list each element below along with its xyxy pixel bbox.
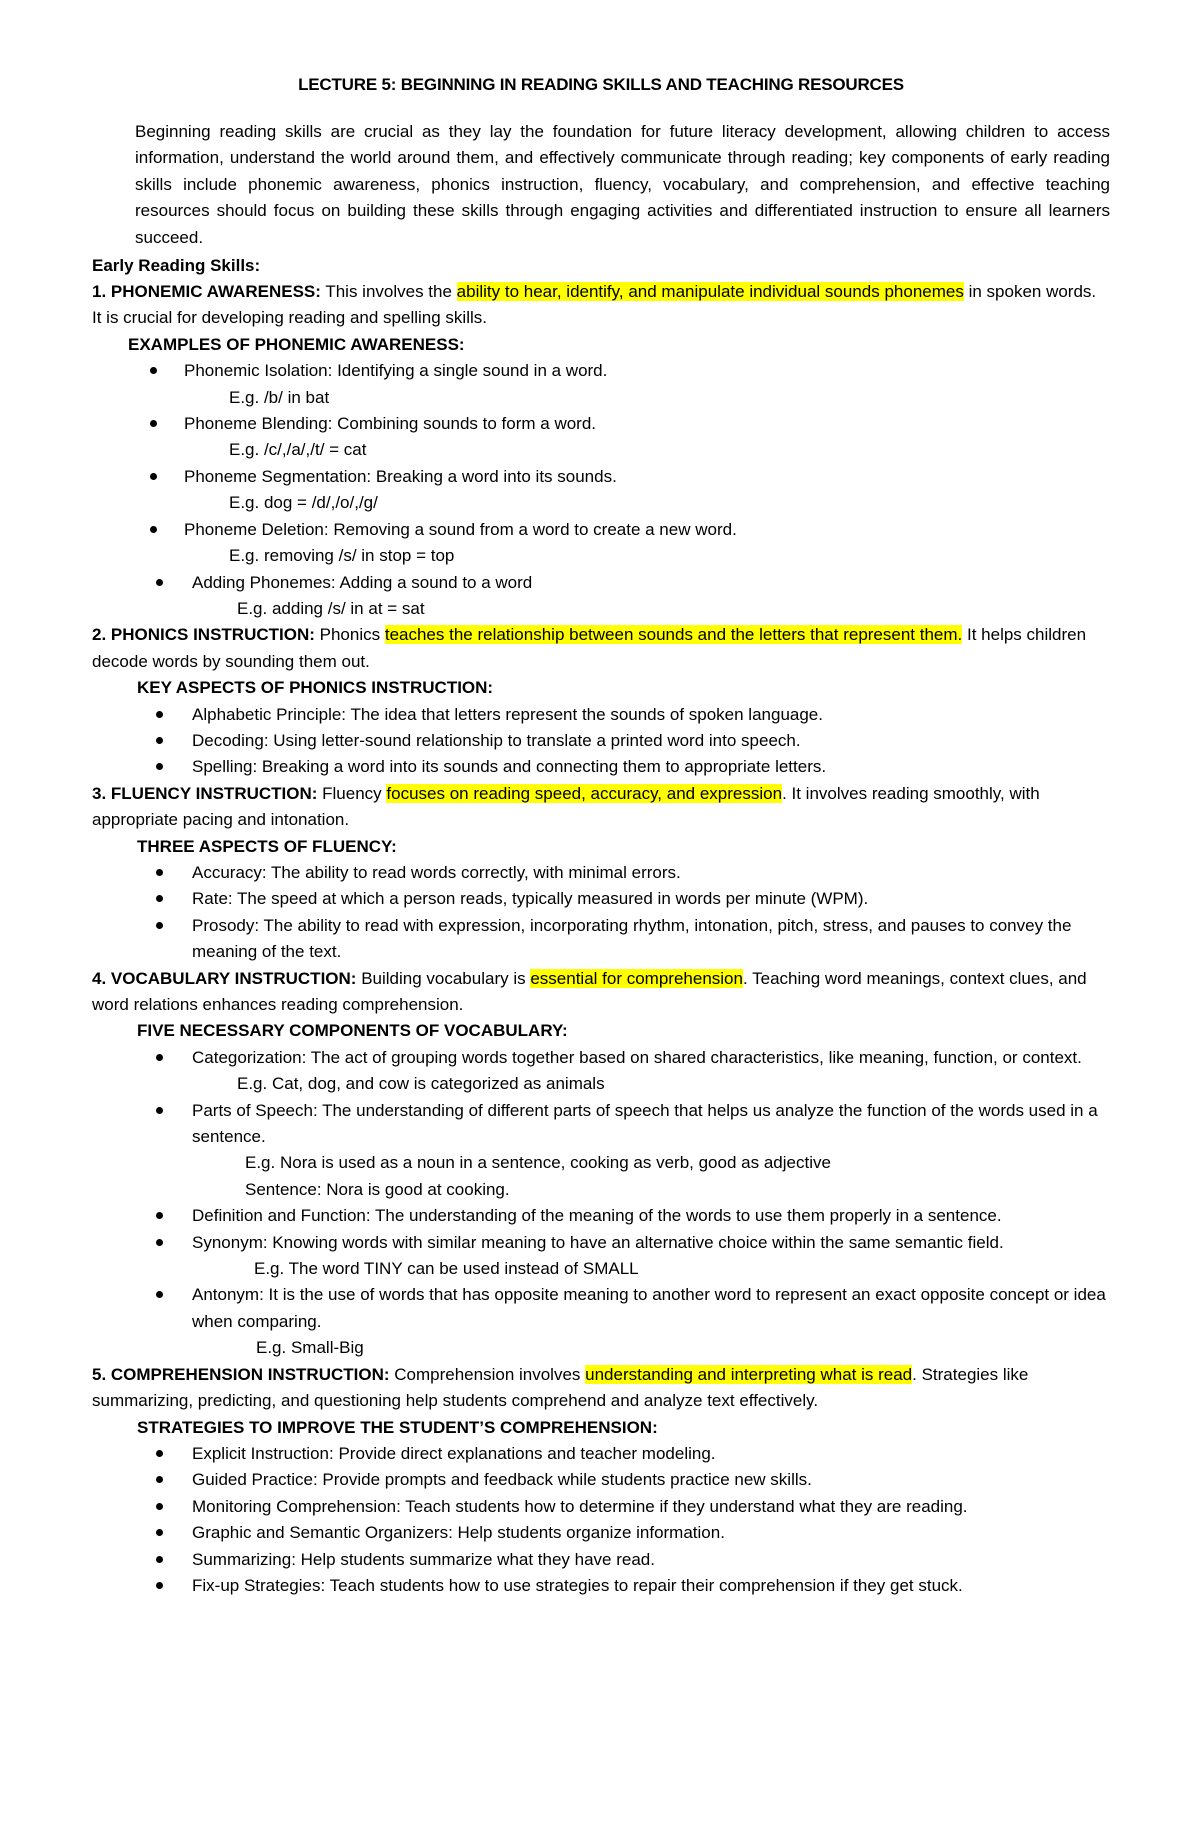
bullet-list — [92, 358, 1110, 384]
list-item — [92, 1230, 1110, 1256]
section-text: . Strategies like summarizing, predicting, and questioning help students comprehend and analyze text effectively. — [92, 1364, 1029, 1411]
list-item — [92, 1573, 1110, 1599]
bullet-icon — [156, 1450, 163, 1457]
section-heading: 4. VOCABULARY INSTRUCTION: — [92, 968, 357, 988]
intro-paragraph: Beginning reading skills are crucial as they lay the foundation for future literacy development, allowing children to access information, understand the world around them, and effectively communicate through reading; key components of early reading skills include phonemic awareness, phonics instruction, fluency, vocabulary, and comprehension, and effective teaching resources should focus on building these skills through engaging activities and differentiated instruction to ensure all learners succeed. — [135, 122, 1110, 247]
list-item — [92, 1520, 1110, 1546]
section-text: Fluency — [317, 783, 387, 803]
example-line: E.g. Nora is used as a noun in a sentence, cooking as verb, good as adjective — [245, 1153, 831, 1173]
highlighted-text: teaches the relationship between sounds and the letters that represent them. — [384, 625, 963, 645]
item-label: Phoneme Deletion: Removing a sound from a word to create a new word. — [184, 519, 737, 539]
list-item — [92, 886, 1110, 912]
example-line: E.g. adding /s/ in at = sat — [237, 598, 425, 618]
item-label: Fix-up Strategies: Teach students how to use strategies to repair their comprehension if they get stuck. — [192, 1575, 963, 1595]
item-label: Categorization: The act of grouping words together based on shared characteristics, like meaning, function, or context. — [192, 1047, 1082, 1067]
item-label: Adding Phonemes: Adding a sound to a word — [192, 572, 533, 592]
list-item — [92, 1441, 1110, 1467]
section-vocabulary-instruction — [92, 966, 1110, 1019]
item-label: Antonym: It is the use of words that has opposite meaning to another word to represent an exact opposite concept or idea when comparing. — [192, 1285, 1106, 1331]
item-label: Decoding: Using letter-sound relationship to translate a printed word into speech. — [192, 730, 801, 750]
section-text: Building vocabulary is — [356, 968, 531, 988]
bullet-icon — [156, 1556, 163, 1563]
item-label: Accuracy: The ability to read words correctly, with minimal errors. — [192, 862, 681, 882]
example-line: E.g. dog = /d/,/o/,/g/ — [229, 493, 378, 513]
bullet-icon — [156, 1529, 163, 1536]
list-item — [92, 570, 1110, 596]
item-label: Guided Practice: Provide prompts and feedback while students practice new skills. — [192, 1470, 812, 1490]
bullet-list — [92, 1282, 1110, 1335]
list-item — [92, 728, 1110, 754]
item-label: Prosody: The ability to read with expression, incorporating rhythm, intonation, pitch, stress, and pauses to convey the meaning of the text. — [192, 915, 1072, 962]
list-item — [92, 1494, 1110, 1520]
list-item — [92, 1203, 1110, 1229]
bullet-icon — [156, 922, 163, 929]
bullet-icon — [156, 1239, 163, 1246]
item-label: Explicit Instruction: Provide direct explanations and teacher modeling. — [192, 1443, 716, 1463]
bullet-list — [92, 517, 1110, 543]
item-label: Rate: The speed at which a person reads, typically measured in words per minute (WPM). — [192, 889, 869, 909]
section-text: It helps children decode words by sounding them out. — [92, 625, 1087, 671]
list-item — [92, 1282, 1110, 1335]
list-item — [92, 1098, 1110, 1151]
bullet-icon — [156, 895, 163, 902]
bullet-list — [92, 1098, 1110, 1151]
item-label: Synonym: Knowing words with similar meaning to have an alternative choice within the same semantic field. — [192, 1232, 1004, 1252]
bullet-icon — [156, 711, 163, 718]
bullet-icon — [150, 367, 157, 374]
bullet-icon — [156, 763, 163, 770]
section-comprehension-instruction — [92, 1362, 1110, 1415]
bullet-icon — [150, 420, 157, 427]
example-line: E.g. /c/,/a/,/t/ = cat — [229, 440, 367, 460]
list-item — [92, 860, 1110, 886]
list-item — [92, 517, 1110, 543]
early-reading-heading: Early Reading Skills: — [92, 256, 261, 276]
highlighted-text: focuses on reading speed, accuracy, and expression — [386, 783, 783, 803]
item-label: Alphabetic Principle: The idea that letters represent the sounds of spoken language. — [192, 704, 823, 724]
section-heading: 2. PHONICS INSTRUCTION: — [92, 625, 315, 645]
bullet-icon — [156, 1107, 163, 1114]
section-text: This involves the — [320, 282, 457, 302]
subheading: STRATEGIES TO IMPROVE THE STUDENT’S COMPREHENSION: — [137, 1417, 658, 1437]
bullet-icon — [150, 526, 157, 533]
list-item — [92, 702, 1110, 728]
section-text: Phonics — [314, 625, 385, 645]
section-text: Comprehension involves — [389, 1364, 586, 1384]
item-label: Phoneme Segmentation: Breaking a word into its sounds. — [184, 466, 617, 486]
list-item — [92, 464, 1110, 490]
bullet-icon — [156, 1476, 163, 1483]
bullet-list — [92, 860, 1110, 966]
item-label: Phonemic Isolation: Identifying a single sound in a word. — [184, 361, 608, 381]
item-label: Graphic and Semantic Organizers: Help students organize information. — [192, 1523, 725, 1543]
highlighted-text: understanding and interpreting what is read — [585, 1364, 913, 1384]
bullet-icon — [156, 737, 163, 744]
list-item — [92, 358, 1110, 384]
bullet-list — [92, 464, 1110, 490]
list-item — [92, 411, 1110, 437]
section-fluency-instruction — [92, 781, 1110, 834]
subheading: FIVE NECESSARY COMPONENTS OF VOCABULARY: — [137, 1021, 568, 1041]
example-line: E.g. The word TINY can be used instead of SMALL — [254, 1259, 639, 1279]
item-label: Parts of Speech: The understanding of different parts of speech that helps us analyze the function of the words used in a sentence. — [192, 1100, 1098, 1147]
section-text: . Teaching word meanings, context clues, and word relations enhances reading comprehension. — [92, 968, 1087, 1014]
subheading: EXAMPLES OF PHONEMIC AWARENESS: — [128, 334, 465, 354]
section-phonemic-awareness — [92, 279, 1110, 332]
section-heading: 1. PHONEMIC AWARENESS: — [92, 282, 321, 302]
lecture-title: LECTURE 5: BEGINNING IN READING SKILLS AND TEACHING RESOURCES — [298, 75, 904, 94]
example-line: E.g. Cat, dog, and cow is categorized as animals — [237, 1074, 605, 1094]
section-heading: 3. FLUENCY INSTRUCTION: — [92, 783, 318, 803]
bullet-list — [92, 1045, 1110, 1071]
list-item — [92, 1467, 1110, 1493]
item-label: Phoneme Blending: Combining sounds to form a word. — [184, 414, 597, 434]
bullet-icon — [156, 1212, 163, 1219]
bullet-list — [92, 411, 1110, 437]
example-line: E.g. removing /s/ in stop = top — [229, 546, 455, 566]
item-label: Summarizing: Help students summarize what they have read. — [192, 1549, 655, 1569]
section-phonics-instruction — [92, 622, 1110, 675]
section-text: in spoken words. It is crucial for developing reading and spelling skills. — [92, 282, 1097, 328]
subheading: KEY ASPECTS OF PHONICS INSTRUCTION: — [137, 678, 494, 698]
highlighted-text: ability to hear, identify, and manipulate individual sounds phonemes — [456, 282, 964, 302]
list-item — [92, 754, 1110, 780]
bullet-list — [92, 1441, 1110, 1599]
bullet-icon — [156, 1503, 163, 1510]
bullet-icon — [156, 579, 163, 586]
list-item — [92, 1045, 1110, 1071]
item-label: Definition and Function: The understanding of the meaning of the words to use them properly in a sentence. — [192, 1206, 1002, 1226]
item-label: Spelling: Breaking a word into its sounds and connecting them to appropriate letters. — [192, 757, 827, 777]
highlighted-text: essential for comprehension — [530, 968, 743, 988]
bullet-icon — [156, 1582, 163, 1589]
section-text: . It involves reading smoothly, with appropriate pacing and intonation. — [92, 783, 1040, 830]
bullet-icon — [156, 1291, 163, 1298]
bullet-icon — [150, 473, 157, 480]
list-item — [92, 913, 1110, 966]
example-sentence-line: Sentence: Nora is good at cooking. — [245, 1179, 510, 1199]
subheading: THREE ASPECTS OF FLUENCY: — [137, 836, 397, 856]
list-item — [92, 1547, 1110, 1573]
bullet-list — [92, 570, 1110, 596]
item-label: Monitoring Comprehension: Teach students how to determine if they understand what they are reading. — [192, 1496, 968, 1516]
bullet-list — [92, 1203, 1110, 1256]
bullet-list — [92, 702, 1110, 781]
bullet-icon — [156, 869, 163, 876]
example-line: E.g. Small-Big — [256, 1338, 364, 1358]
bullet-icon — [156, 1054, 163, 1061]
example-line: E.g. /b/ in bat — [229, 387, 330, 407]
section-heading: 5. COMPREHENSION INSTRUCTION: — [92, 1364, 390, 1384]
